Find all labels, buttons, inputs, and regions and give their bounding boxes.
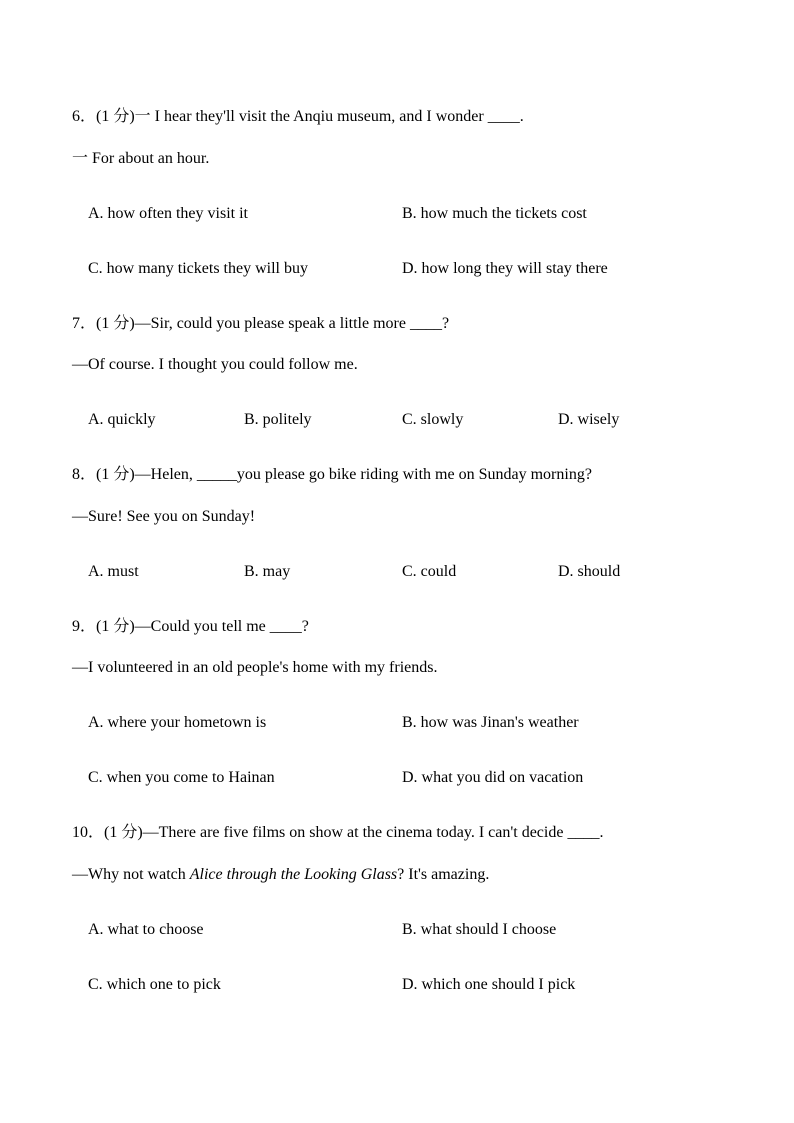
question-7-option-a: A. quickly: [88, 411, 156, 428]
question-9-reply: —I volunteered in an old people's home with my friends.: [72, 659, 438, 676]
question-10-option-a: A. what to choose: [88, 921, 204, 938]
question-10-reply-prefix: —Why not watch: [72, 866, 190, 883]
question-10-option-c: C. which one to pick: [88, 976, 221, 993]
question-8-option-b: B. may: [244, 563, 291, 580]
question-9-option-d: D. what you did on vacation: [402, 769, 584, 786]
question-7-reply: —Of course. I thought you could follow me.: [72, 356, 358, 373]
question-6-option-d: D. how long they will stay there: [402, 260, 608, 277]
question-10-option-d: D. which one should I pick: [402, 976, 576, 993]
question-7-option-b: B. politely: [244, 411, 312, 428]
question-8-option-c: C. could: [402, 563, 457, 580]
question-8-option-a: A. must: [88, 563, 139, 580]
question-10-stem: 10．(1 分)—There are five films on show at the cinema today. I can't decide ____.: [72, 824, 604, 841]
question-10-reply-suffix: ? It's amazing.: [397, 866, 490, 883]
question-7-option-c: C. slowly: [402, 411, 464, 428]
question-10-option-b: B. what should I choose: [402, 921, 557, 938]
question-9-option-c: C. when you come to Hainan: [88, 769, 275, 786]
question-9-option-b: B. how was Jinan's weather: [402, 714, 579, 731]
question-8-reply: —Sure! See you on Sunday!: [72, 508, 256, 525]
question-6-stem: 6．(1 分)一 I hear they'll visit the Anqiu museum, and I wonder ____.: [72, 108, 524, 125]
question-6-reply: 一 For about an hour.: [72, 150, 210, 167]
question-6-option-b: B. how much the tickets cost: [402, 205, 587, 222]
question-6-option-c: C. how many tickets they will buy: [88, 260, 308, 277]
question-8-option-d: D. should: [558, 563, 621, 580]
question-9-stem: 9．(1 分)—Could you tell me ____?: [72, 618, 309, 635]
question-7-stem: 7．(1 分)—Sir, could you please speak a little more ____?: [72, 315, 450, 332]
question-7-option-d: D. wisely: [558, 411, 620, 428]
question-6-option-a: A. how often they visit it: [88, 205, 248, 222]
question-10-reply: [72, 865, 489, 885]
question-9-option-a: A. where your hometown is: [88, 714, 267, 731]
question-10-reply-title: Alice through the Looking Glass: [189, 866, 398, 883]
question-8-stem: 8．(1 分)—Helen, _____you please go bike riding with me on Sunday morning?: [72, 466, 592, 483]
